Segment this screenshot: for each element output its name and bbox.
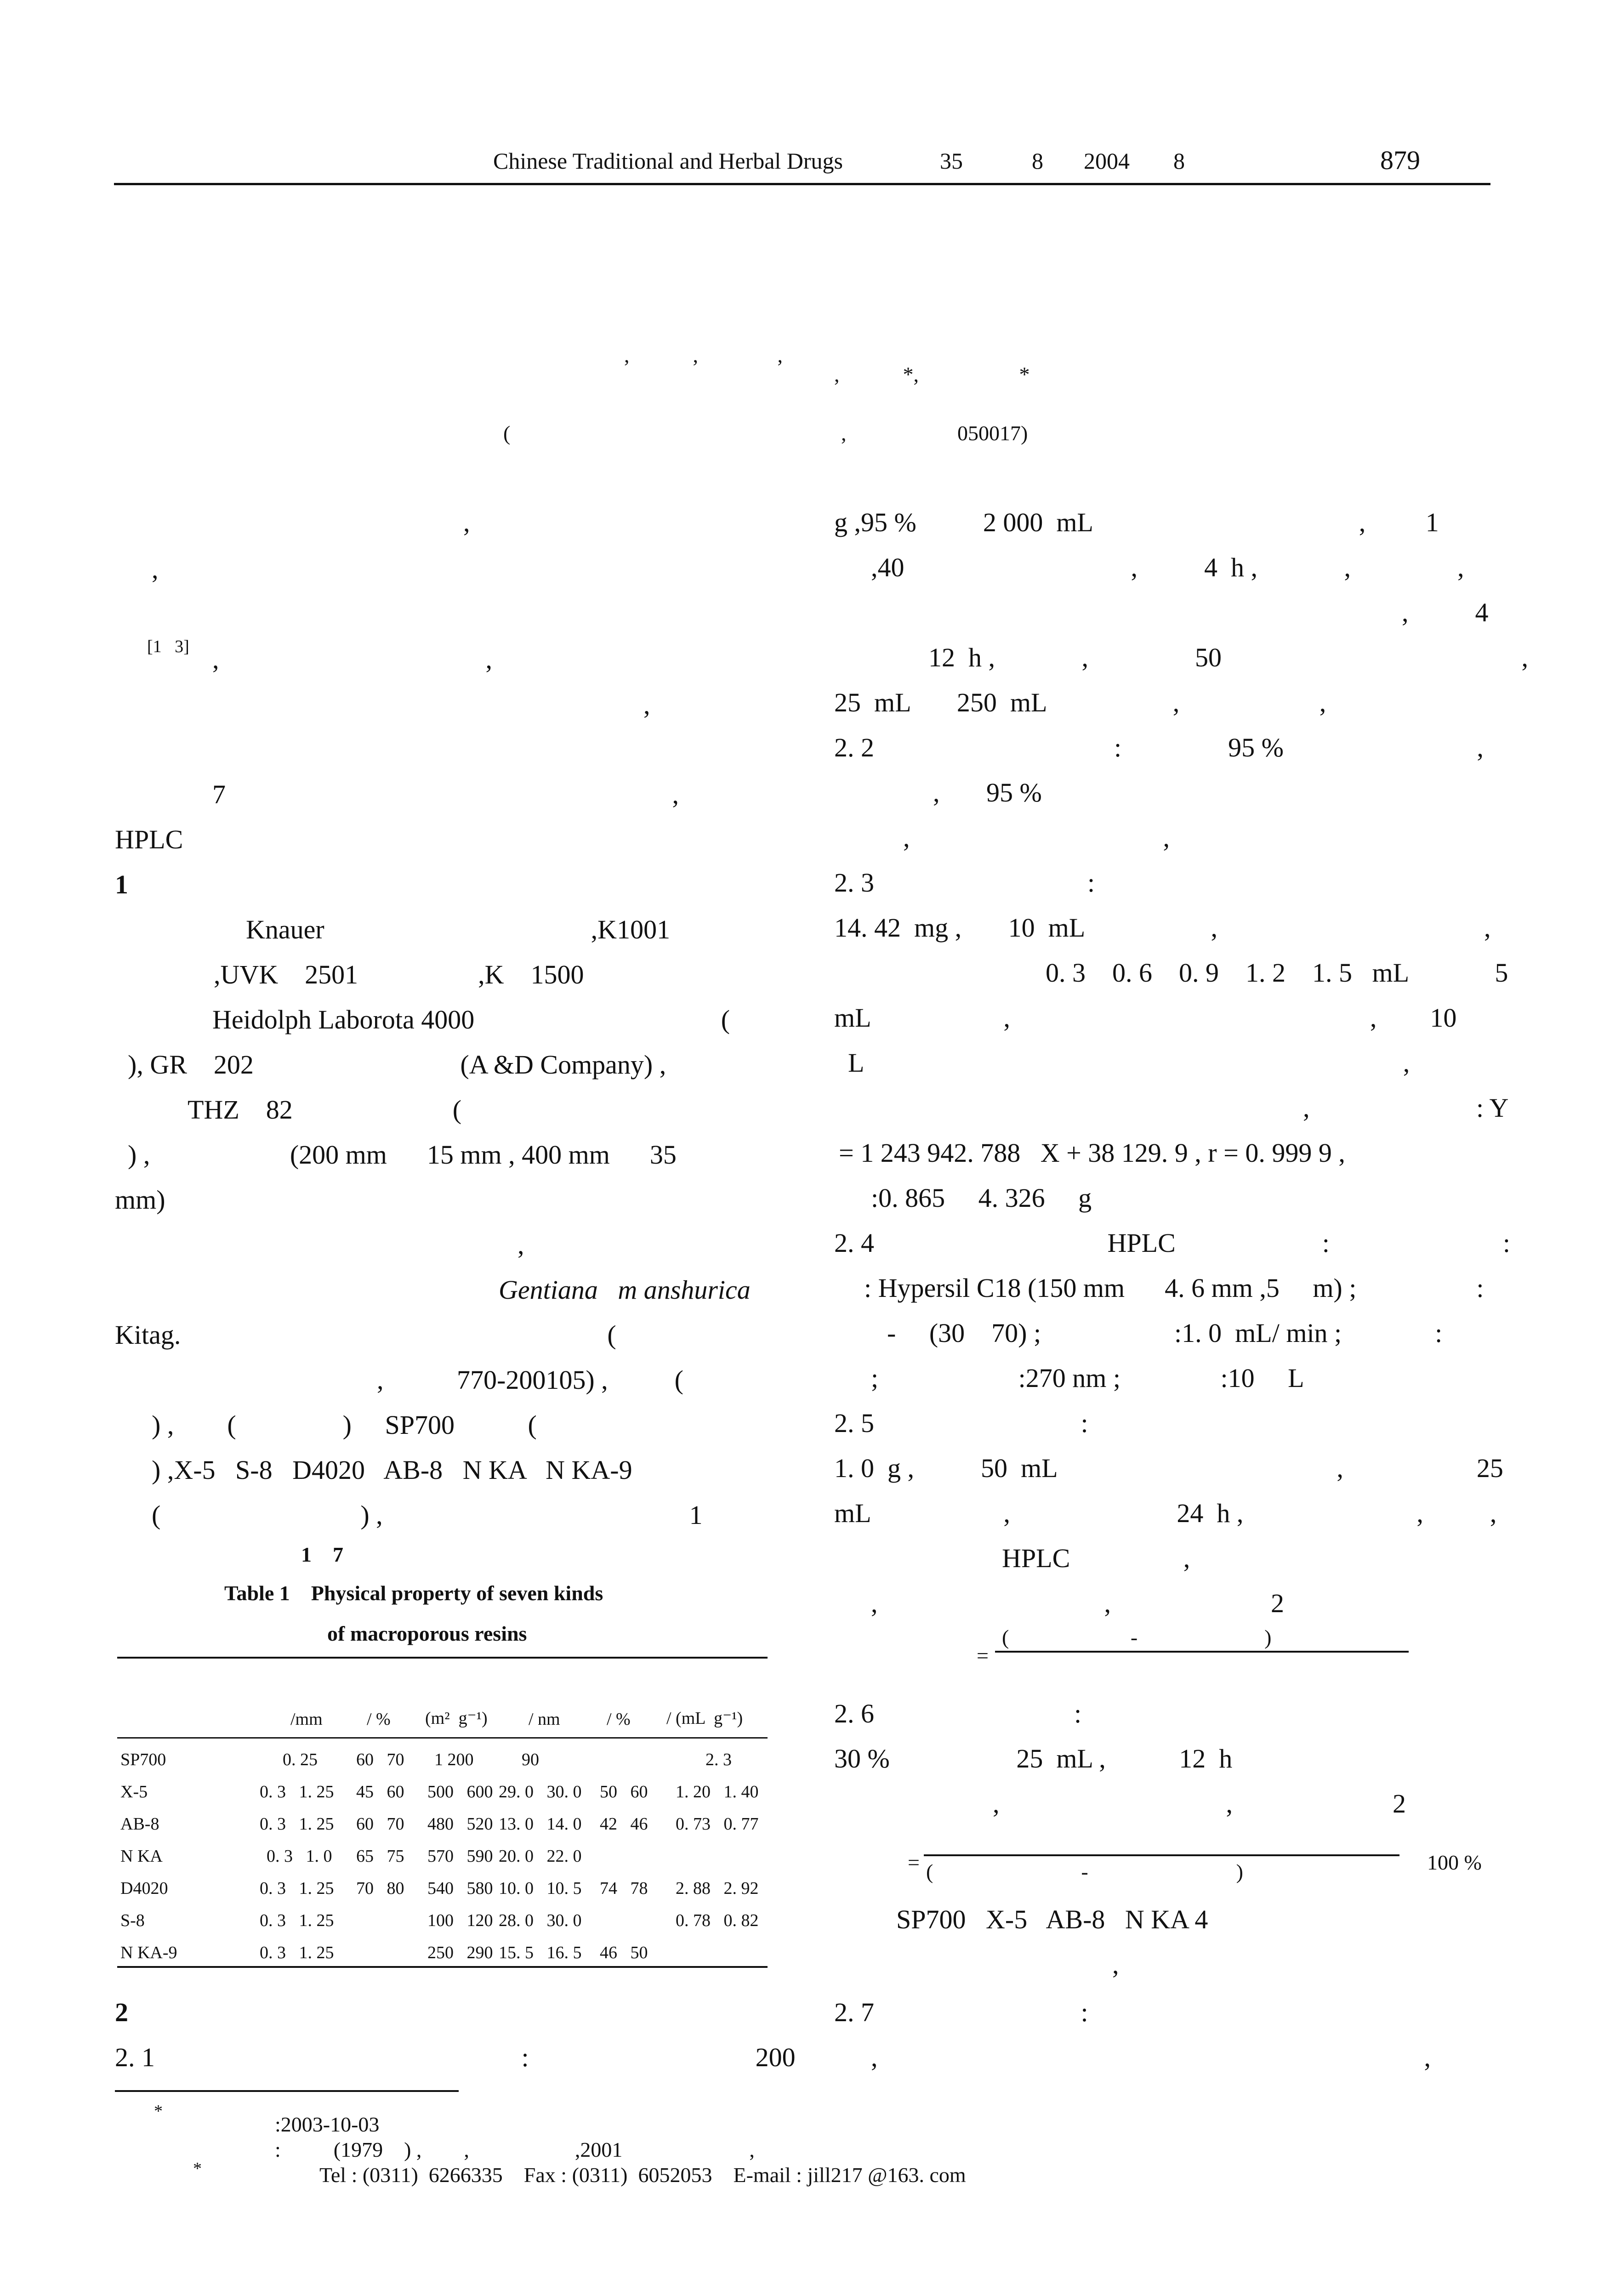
- formula-1-fraction-bar: [995, 1651, 1409, 1653]
- right-line-31: 2. 7 :: [834, 1997, 1088, 2027]
- section-heading-1: 1: [115, 870, 128, 899]
- table-ref: 1 7: [301, 1543, 343, 1566]
- formula-1-equals: =: [977, 1644, 989, 1667]
- right-line-7: , 95 %: [933, 778, 1042, 807]
- right-line-26: 2. 6 :: [834, 1699, 1082, 1728]
- table-cell: 0. 3 1. 25: [260, 1814, 334, 1834]
- left-line-5: 7 ,: [212, 779, 679, 809]
- table-header-porosity: / %: [607, 1710, 631, 1729]
- left-line-2: ,: [152, 554, 159, 584]
- left-line-20: ( ) , 1: [152, 1500, 703, 1530]
- table-cell: 2. 3: [705, 1750, 732, 1769]
- table-cell: 0. 3 1. 25: [260, 1879, 334, 1898]
- table-cell: 0. 25: [283, 1750, 318, 1769]
- table-cell: AB-8: [120, 1814, 159, 1834]
- table-cell: 60 70: [356, 1750, 404, 1769]
- right-line-11: 0. 3 0. 6 0. 9 1. 2 1. 5 mL 5: [1046, 958, 1508, 988]
- right-line-1: g ,95 % 2 000 mL , 1: [834, 507, 1439, 537]
- right-line-32: , ,: [871, 2042, 1431, 2072]
- table-cell: N KA-9: [120, 1943, 177, 1962]
- left-line-17: , 770-200105) , (: [377, 1365, 683, 1395]
- table-top-rule: [117, 1657, 768, 1659]
- right-line-24: HPLC ,: [1002, 1543, 1190, 1573]
- header-rule: [114, 183, 1490, 185]
- right-line-10: 14. 42 mg , 10 mL , ,: [834, 913, 1491, 943]
- right-line-5: 25 mL 250 mL , ,: [834, 688, 1326, 717]
- table-cell: 500 600: [427, 1782, 493, 1802]
- table-cell: 2. 88 2. 92: [676, 1879, 759, 1898]
- left-line-22: 2. 1 : 200: [115, 2042, 796, 2072]
- right-line-18: : Hypersil C18 (150 mm 4. 6 mm ,5 m) ; :: [864, 1273, 1484, 1303]
- table-cell: 0. 3 1. 25: [260, 1782, 334, 1802]
- table-cell: 42 46: [600, 1814, 648, 1834]
- table-cell: 46 50: [600, 1943, 648, 1962]
- table-cell: 0. 3 1. 25: [260, 1943, 334, 1962]
- table-cell: 65 75: [356, 1847, 404, 1866]
- left-line-11: THZ 82 (: [188, 1095, 462, 1125]
- table-header-pore: / nm: [529, 1710, 560, 1729]
- table-caption-line2: of macroporous resins: [327, 1622, 527, 1645]
- footnote-contact: Tel : (0311) 6266335 Fax : (0311) 6052053 E-mail : jill217 @163. com: [319, 2163, 966, 2187]
- right-line-23: mL , 24 h , , ,: [834, 1498, 1497, 1528]
- left-line-7: Knauer ,K1001: [246, 915, 671, 944]
- left-line-13: mm): [115, 1185, 165, 1215]
- right-line-9: 2. 3 :: [834, 868, 1095, 898]
- section-heading-2: 2: [115, 1997, 128, 2027]
- table-cell: 60 70: [356, 1814, 404, 1834]
- table-cell: SP700: [120, 1750, 166, 1769]
- journal-month: 8: [1173, 148, 1185, 174]
- right-line-8: , ,: [903, 823, 1170, 852]
- left-line-1: ,: [463, 507, 470, 537]
- right-line-19: - (30 70) ; :1. 0 mL/ min ; :: [887, 1318, 1443, 1348]
- table-cell: 50 60: [600, 1782, 648, 1802]
- right-line-20: ; :270 nm ; :10 L: [871, 1363, 1304, 1393]
- table-cell: 540 580: [427, 1879, 493, 1898]
- table-cell: 13. 0 14. 0: [499, 1814, 582, 1834]
- journal-year: 2004: [1084, 148, 1130, 174]
- table-cell: 1. 20 1. 40: [676, 1782, 759, 1802]
- left-line-8: ,UVK 2501 ,K 1500: [214, 960, 584, 989]
- affiliation-line1-right: , *, *: [834, 363, 1030, 386]
- journal-volume: 35: [940, 148, 963, 174]
- page-number: 879: [1380, 145, 1420, 175]
- right-line-4: 12 h , , 50 ,: [928, 642, 1528, 672]
- table-cell: N KA: [120, 1847, 163, 1866]
- table-cell: 20. 0 22. 0: [499, 1847, 582, 1866]
- right-line-22: 1. 0 g , 50 mL , 25: [834, 1453, 1503, 1483]
- table-cell: 0. 3 1. 25: [260, 1911, 334, 1930]
- formula-2-paren: ( - ): [926, 1860, 1243, 1883]
- table-cell: 0. 3 1. 0: [267, 1847, 332, 1866]
- right-line-21: 2. 5 :: [834, 1408, 1088, 1438]
- right-line-27: 30 % 25 mL , 12 h: [834, 1744, 1233, 1773]
- table-header-rule: [117, 1737, 768, 1739]
- right-line-28: , , 2: [993, 1789, 1406, 1819]
- table-cell: 10. 0 10. 5: [499, 1879, 582, 1898]
- affiliation-line2-left: (: [503, 421, 511, 445]
- right-line-30: ,: [1112, 1949, 1119, 1979]
- table-cell: X-5: [120, 1782, 148, 1802]
- table-cell: 570 590: [427, 1847, 493, 1866]
- table-cell: 0. 78 0. 82: [676, 1911, 759, 1930]
- table-cell: 15. 5 16. 5: [499, 1943, 582, 1962]
- table-header-surface: (m² g⁻¹): [425, 1709, 488, 1728]
- footnote-1-mark: *: [154, 2102, 163, 2121]
- left-line-6: HPLC: [115, 824, 183, 854]
- left-line-14: ,: [518, 1230, 524, 1260]
- right-line-13: L ,: [848, 1048, 1410, 1078]
- formula-2-percent: 100 %: [1427, 1851, 1482, 1874]
- journal-issue: 8: [1032, 148, 1043, 174]
- right-line-6: 2. 2 : 95 % ,: [834, 733, 1484, 762]
- footnote-author-bio: : (1979 ) , , ,2001 ,: [275, 2138, 755, 2161]
- table-cell: 1 200: [434, 1750, 474, 1769]
- table-cell: 70 80: [356, 1879, 404, 1898]
- left-line-4: ,: [643, 690, 650, 720]
- table-header-volume: / (mL g⁻¹): [666, 1709, 743, 1728]
- table-cell: 250 290: [427, 1943, 493, 1962]
- left-line-3: , ,: [212, 644, 492, 674]
- table-caption-line1: Table 1 Physical property of seven kinds: [224, 1581, 603, 1605]
- citation-ref: [1 3]: [147, 637, 189, 656]
- formula-1-paren: ( - ): [1002, 1625, 1272, 1649]
- table-header-moisture: / %: [367, 1710, 391, 1729]
- table-cell: D4020: [120, 1879, 168, 1898]
- footnote-rule: [115, 2090, 459, 2092]
- species-name: Gentiana m anshurica: [499, 1275, 751, 1305]
- formula-2-fraction-bar: [924, 1854, 1399, 1856]
- left-line-18: ) , ( ) SP700 (: [152, 1410, 537, 1440]
- journal-title: Chinese Traditional and Herbal Drugs: [493, 148, 843, 174]
- regression-equation: = 1 243 942. 788 X + 38 129. 9 , r = 0. 999 9 ,: [839, 1138, 1345, 1168]
- table-bottom-rule: [117, 1966, 768, 1968]
- table-cell: 29. 0 30. 0: [499, 1782, 582, 1802]
- table-cell: 100 120: [427, 1911, 493, 1930]
- formula-2-equals: =: [908, 1851, 920, 1874]
- table-cell: 480 520: [427, 1814, 493, 1834]
- table-cell: 28. 0 30. 0: [499, 1911, 582, 1930]
- footnote-3-mark: *: [193, 2159, 202, 2178]
- footnote-received-date: :2003-10-03: [275, 2113, 380, 2136]
- right-line-16: :0. 865 4. 326 g: [871, 1183, 1092, 1213]
- right-line-29: SP700 X-5 AB-8 N KA 4: [896, 1904, 1208, 1934]
- left-line-19: ) ,X-5 S-8 D4020 AB-8 N KA N KA-9: [152, 1455, 632, 1485]
- right-line-3: , 4: [1402, 597, 1489, 627]
- right-line-17: 2. 4 HPLC : :: [834, 1228, 1510, 1258]
- table-cell: 45 60: [356, 1782, 404, 1802]
- right-line-12: mL , , 10: [834, 1003, 1457, 1033]
- right-line-25: , , 2: [871, 1588, 1284, 1618]
- table-header-size: /mm: [290, 1710, 323, 1729]
- affiliation-line2-right: , 050017): [841, 421, 1028, 445]
- table-cell: 74 78: [600, 1879, 648, 1898]
- right-line-14: , : Y: [1303, 1093, 1509, 1123]
- affiliation-line1-left: , , ,: [624, 343, 783, 367]
- table-cell: 0. 73 0. 77: [676, 1814, 759, 1834]
- left-line-10: ), GR 202 (A &D Company) ,: [128, 1050, 666, 1080]
- left-line-9: Heidolph Laborota 4000 (: [212, 1005, 730, 1034]
- table-cell: S-8: [120, 1911, 145, 1930]
- left-line-12: ) , (200 mm 15 mm , 400 mm 35: [128, 1140, 677, 1170]
- left-line-16: Kitag. (: [115, 1320, 616, 1350]
- table-cell: 90: [522, 1750, 539, 1769]
- right-line-2: ,40 , 4 h , , ,: [871, 552, 1464, 582]
